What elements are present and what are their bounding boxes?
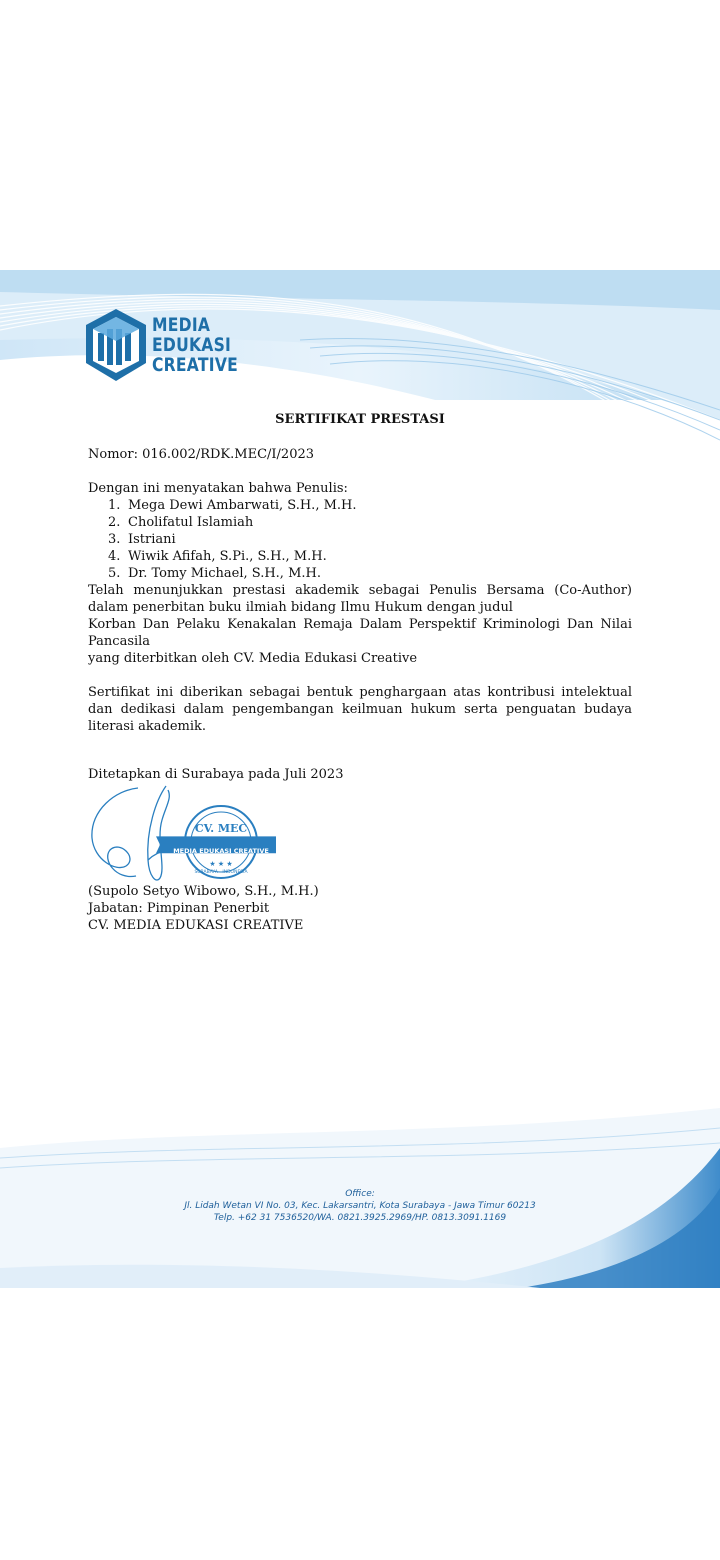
author-name: Wiwik Afifah, S.Pi., S.H., M.H. bbox=[128, 549, 327, 564]
signer-name: (Supolo Setyo Wibowo, S.H., M.H.) bbox=[88, 884, 319, 899]
stamp-bottom-text: SURABAYA - INDONESIA bbox=[194, 870, 248, 875]
publisher-line: yang diterbitkan oleh CV. Media Edukasi Creative bbox=[88, 651, 418, 666]
list-item: 1. Mega Dewi Ambarwati, S.H., M.H. bbox=[108, 498, 357, 513]
signer-company: CV. MEDIA EDUKASI CREATIVE bbox=[88, 918, 304, 933]
list-item: 3. Istriani bbox=[108, 532, 176, 547]
list-item: 4. Wiwik Afifah, S.Pi., S.H., M.H. bbox=[108, 549, 327, 564]
publisher-logo bbox=[84, 307, 254, 387]
bottom-wave-decoration bbox=[0, 1058, 720, 1288]
stamp-top-text: CV. MEC bbox=[194, 822, 248, 835]
footer-address: Jl. Lidah Wetan VI No. 03, Kec. Lakarsantri, Kota Surabaya - Jawa Timur 60213 bbox=[184, 1201, 536, 1211]
stamp-stars: ★ ★ ★ bbox=[209, 860, 233, 868]
office-footer bbox=[0, 1188, 720, 1224]
achievement-text: Telah menunjukkan prestasi akademik sebagai Penulis Bersama (Co-Author) dalam penerbitan buku ilmiah bidang Ilmu Hukum dengan judul bbox=[88, 583, 632, 615]
place-date: Ditetapkan di Surabaya pada Juli 2023 bbox=[88, 767, 344, 782]
author-list bbox=[108, 497, 357, 582]
author-name: Dr. Tomy Michael, S.H., M.H. bbox=[128, 566, 321, 581]
stamp-band-text: MEDIA EDUKASI CREATIVE bbox=[173, 847, 269, 855]
footer-phone: Telp. +62 31 7536520/WA. 0821.3925.2969/HP. 0813.3091.1169 bbox=[213, 1213, 507, 1223]
list-item: 5. Dr. Tomy Michael, S.H., M.H. bbox=[108, 566, 321, 581]
appreciation-text: Sertifikat ini diberikan sebagai bentuk penghargaan atas kontribusi intelektual dan dedikasi dalam pengembangan keilmuan hukum serta penguatan budaya literasi akademik. bbox=[88, 685, 632, 734]
book-title: Korban Dan Pelaku Kenakalan Remaja Dalam Perspektif Kriminologi Dan Nilai Pancasila bbox=[88, 617, 632, 649]
footer-label: Office: bbox=[345, 1189, 375, 1199]
certificate-page bbox=[0, 270, 720, 1288]
logo-line-3: CREATIVE bbox=[152, 354, 239, 376]
intro-statement: Dengan ini menyatakan bahwa Penulis: bbox=[88, 481, 348, 496]
logo-line-2: EDUKASI bbox=[152, 334, 232, 356]
logo-wordmark bbox=[152, 315, 238, 375]
logo-mark-icon bbox=[84, 307, 148, 383]
author-name: Cholifatul Islamiah bbox=[128, 515, 254, 530]
signature-icon bbox=[92, 786, 196, 880]
signature-and-stamp bbox=[86, 780, 276, 892]
list-item: 2. Cholifatul Islamiah bbox=[108, 515, 254, 530]
signer-position: Jabatan: Pimpinan Penerbit bbox=[88, 901, 270, 916]
company-stamp bbox=[156, 806, 276, 878]
author-name: Istriani bbox=[128, 532, 176, 547]
certificate-title: SERTIFIKAT PRESTASI bbox=[275, 412, 445, 427]
logo-line-1: MEDIA bbox=[152, 314, 211, 336]
certificate-number: Nomor: 016.002/RDK.MEC/I/2023 bbox=[88, 447, 315, 462]
author-name: Mega Dewi Ambarwati, S.H., M.H. bbox=[128, 498, 357, 513]
